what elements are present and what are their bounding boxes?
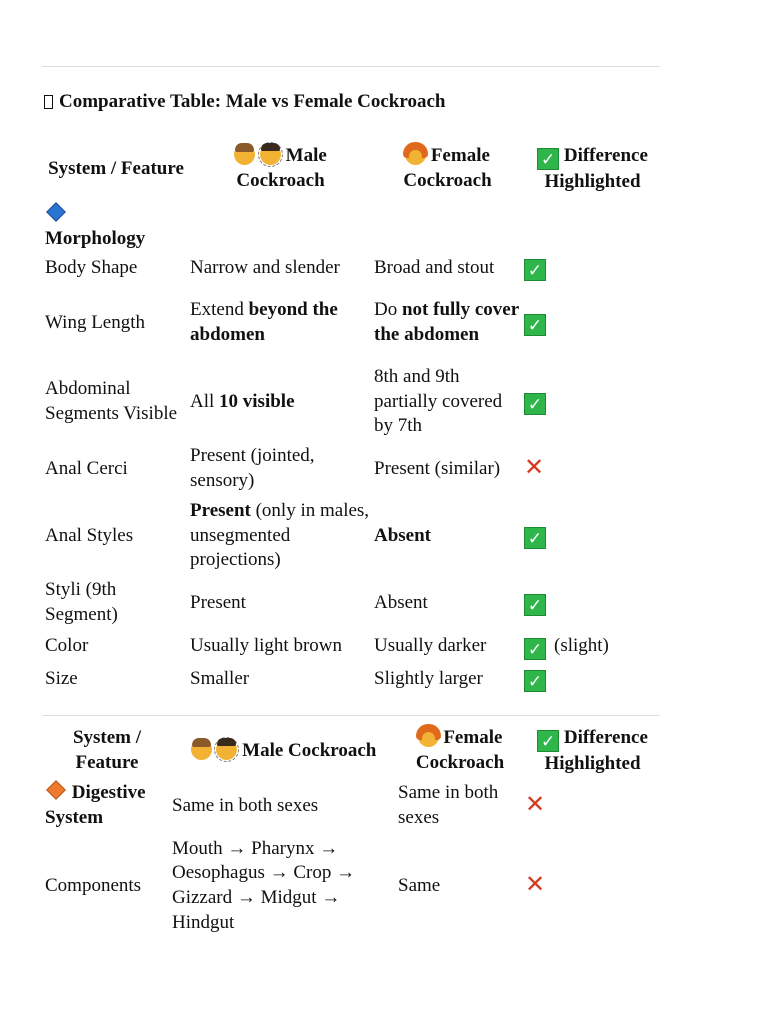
cell-male: Extend beyond the abdomen bbox=[190, 299, 338, 345]
cell-feature: Anal Styles bbox=[45, 524, 134, 546]
green-check-box-icon: ✓ bbox=[524, 594, 546, 616]
red-cross-icon: ✕ bbox=[525, 869, 546, 898]
table-row bbox=[42, 252, 661, 284]
header-feature: System / Feature bbox=[72, 727, 142, 773]
header-female: Female Cockroach bbox=[415, 727, 505, 773]
document-icon bbox=[44, 95, 53, 109]
cell-male: Present bbox=[190, 591, 246, 613]
cell-difference bbox=[521, 496, 661, 576]
cell-female: Slightly larger bbox=[374, 667, 483, 689]
page-title-text: Comparative Table: Male vs Female Cockroach bbox=[59, 91, 446, 112]
cell-male: Present (jointed, sensory) bbox=[190, 445, 315, 491]
table-row bbox=[42, 442, 661, 496]
cell-female: Broad and stout bbox=[374, 256, 495, 278]
cell-female: Absent bbox=[374, 591, 428, 613]
cell-difference bbox=[521, 442, 661, 496]
table-row bbox=[42, 496, 661, 576]
cell-male: Usually light brown bbox=[190, 635, 342, 657]
section-divider bbox=[42, 715, 660, 716]
cell-feature: Styli (9th Segment) bbox=[45, 579, 118, 625]
green-check-box-icon: ✓ bbox=[524, 670, 546, 692]
table-row bbox=[42, 630, 661, 663]
green-check-box-icon: ✓ bbox=[524, 393, 546, 415]
cell-feature: Components bbox=[45, 874, 142, 896]
section-label: Morphology bbox=[42, 200, 187, 252]
woman-face-icon bbox=[405, 144, 426, 165]
cell-male: Present (only in males, unsegmented projections) bbox=[190, 499, 370, 571]
top-divider bbox=[42, 66, 660, 67]
comparison-table-morphology bbox=[42, 138, 661, 695]
cell-feature: Body Shape bbox=[45, 256, 138, 278]
header-male: Male Cockroach bbox=[187, 138, 371, 200]
boy-face-icon bbox=[234, 144, 255, 165]
header-female: Female Cockroach bbox=[403, 145, 492, 191]
cell-female: Absent bbox=[374, 524, 432, 546]
cell-female: Usually darker bbox=[374, 635, 487, 657]
comparison-table-digestive bbox=[42, 724, 660, 938]
cell-feature: Abdominal Segments Visible bbox=[45, 378, 178, 424]
cell-male: Smaller bbox=[190, 667, 250, 689]
cell-female: Present (similar) bbox=[374, 457, 501, 479]
check-mark-icon: ✓ bbox=[537, 148, 559, 170]
orange-diamond-icon bbox=[46, 780, 66, 800]
table-row bbox=[42, 778, 660, 834]
section-row bbox=[42, 200, 661, 252]
cell-male: Same in both sexes bbox=[172, 794, 319, 816]
cell-feature: Digestive System bbox=[45, 782, 146, 828]
table-header-row bbox=[42, 138, 661, 200]
page-title bbox=[44, 90, 445, 115]
man-face-icon bbox=[260, 144, 281, 165]
header-feature: System / Feature bbox=[48, 157, 184, 179]
table-row bbox=[42, 834, 660, 938]
green-check-box-icon: ✓ bbox=[524, 259, 546, 281]
boy-face-icon bbox=[191, 739, 212, 760]
cell-female: Same bbox=[398, 874, 441, 896]
cell-female: 8th and 9th partially covered by 7th bbox=[374, 365, 503, 437]
cell-male: Narrow and slender bbox=[190, 256, 340, 278]
red-cross-icon: ✕ bbox=[525, 789, 546, 818]
cell-female: Do not fully cover the abdomen bbox=[374, 299, 519, 345]
check-mark-icon: ✓ bbox=[537, 730, 559, 752]
header-difference: ✓ Difference Highlighted bbox=[522, 724, 660, 778]
cell-difference bbox=[521, 663, 661, 695]
woman-face-icon bbox=[418, 726, 439, 747]
cell-difference bbox=[522, 834, 660, 938]
cell-feature: Size bbox=[45, 667, 78, 689]
cell-difference bbox=[522, 778, 660, 834]
cell-feature: Wing Length bbox=[45, 311, 146, 333]
header-difference: ✓ Difference Highlighted bbox=[521, 138, 661, 200]
cell-female: Same in both sexes bbox=[398, 782, 499, 828]
cell-difference bbox=[521, 284, 661, 362]
green-check-box-icon: ✓ bbox=[524, 527, 546, 549]
cell-difference: ✓ (slight) bbox=[521, 630, 661, 663]
blue-diamond-icon bbox=[46, 202, 66, 222]
header-male: Male Cockroach bbox=[169, 724, 395, 778]
green-check-box-icon: ✓ bbox=[524, 638, 546, 660]
green-check-box-icon: ✓ bbox=[524, 314, 546, 336]
table-row bbox=[42, 362, 661, 442]
cell-male: All 10 visible bbox=[190, 390, 295, 412]
table-row bbox=[42, 284, 661, 362]
cell-feature: Color bbox=[45, 635, 89, 657]
man-face-icon bbox=[216, 739, 237, 760]
table-header-row bbox=[42, 724, 660, 778]
cell-male: Mouth → Pharynx → Oesophagus → Crop → Gizzard → Midgut → Hindgut bbox=[172, 837, 356, 933]
cell-difference bbox=[521, 362, 661, 442]
cell-difference bbox=[521, 252, 661, 284]
cell-difference bbox=[521, 576, 661, 630]
red-cross-icon: ✕ bbox=[524, 452, 545, 481]
table-row bbox=[42, 663, 661, 695]
cell-feature: Anal Cerci bbox=[45, 457, 128, 479]
table-row bbox=[42, 576, 661, 630]
